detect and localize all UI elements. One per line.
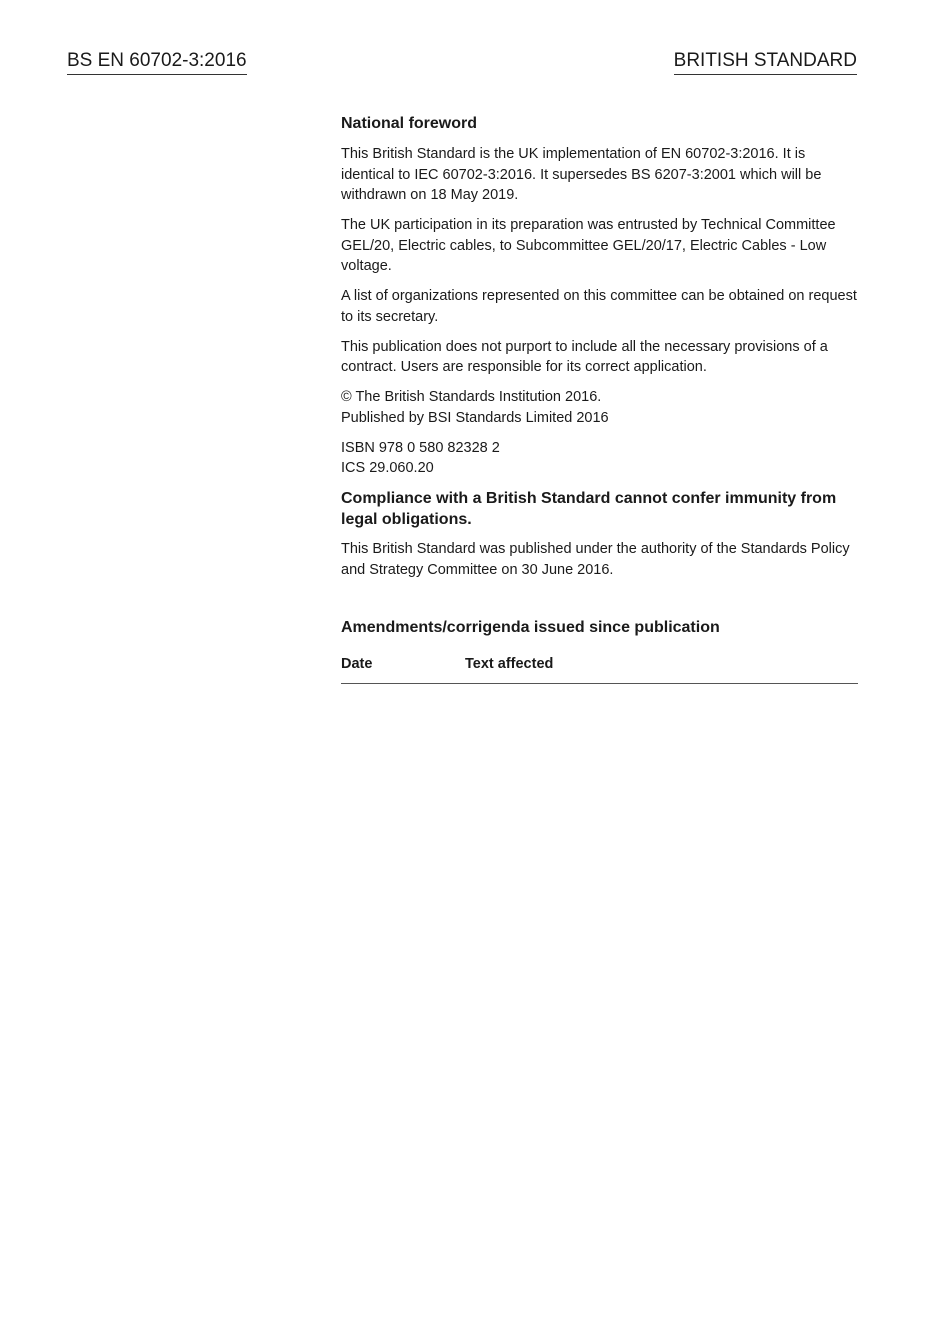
amendments-table [341, 654, 858, 684]
isbn: ISBN 978 0 580 82328 2 [341, 439, 500, 456]
foreword-paragraph-contract: This publication does not purport to include all the necessary provisions of a contract. Users are responsible for its correct application. [341, 338, 828, 375]
national-foreword-section [341, 114, 858, 684]
column-header-text-affected: Text affected [465, 654, 858, 683]
copyright-line: © The British Standards Institution 2016. [341, 389, 602, 405]
column-header-date: Date [341, 654, 465, 683]
standard-type: BRITISH STANDARD [674, 50, 857, 75]
foreword-paragraph-participation: The UK participation in its preparation was entrusted by Technical Committee GEL/20, Electric cables, to Subcommittee GEL/20/17, Electric Cables - Low voltage. [341, 217, 836, 274]
compliance-statement: Compliance with a British Standard cannot confer immunity from legal obligations. [341, 490, 837, 528]
authority-statement: This British Standard was published under the authority of the Standards Policy and Strategy Committee on 30 June 2016. [341, 541, 850, 578]
ics: ICS 29.060.20 [341, 460, 434, 476]
foreword-title: National foreword [341, 115, 478, 132]
foreword-paragraph-organizations: A list of organizations represented on this committee can be obtained on request to its secretary. [341, 288, 857, 325]
copyright-block [341, 387, 858, 428]
document-id: BS EN 60702-3:2016 [67, 50, 247, 75]
amendments-header-row [341, 654, 858, 683]
identifiers-block [341, 438, 858, 479]
publisher-line: Published by BSI Standards Limited 2016 [341, 409, 609, 426]
amendments-title: Amendments/corrigenda issued since publication [341, 619, 720, 636]
foreword-paragraph-implementation: This British Standard is the UK implementation of EN 60702-3:2016. It is identical to IEC 60702-3:2016. It supersedes BS 6207-3:2001 which will be withdrawn on 18 May 2019. [341, 146, 822, 203]
